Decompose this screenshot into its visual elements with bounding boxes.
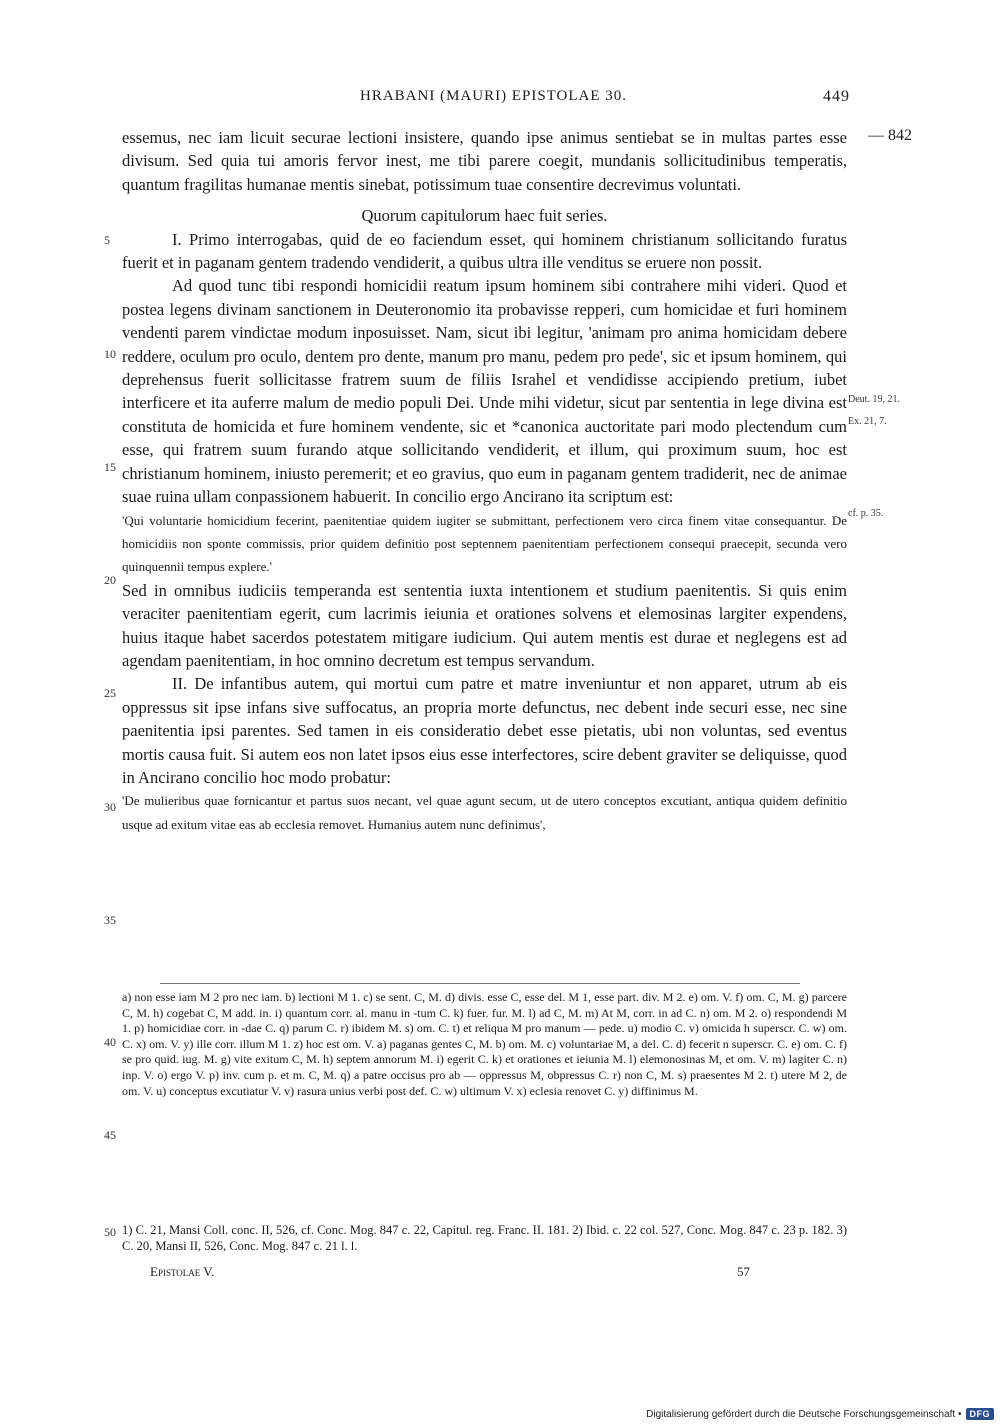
footnote-divider <box>160 983 800 984</box>
line-number: 40 <box>104 1035 116 1049</box>
main-text <box>122 126 847 836</box>
side-note: Ex. 21, 7. <box>848 416 887 427</box>
quotation-ancyra-1: 'Qui voluntarie homicidium fecerint, paenitentiae quidem iugiter se submittant, perfectionem vero circa finem vitae consequantur. De homicidiis non sponte commissis, prior quidem definitio post septennem paenitentiam perfectionem consequi praecepit, secunda vero quinquennii tempus explere.' <box>122 512 847 575</box>
source-notes <box>122 1222 847 1254</box>
paragraph-2: Ad quod tunc tibi respondi homicidii reatum ipsum hominem sibi contrahere mihi videri. Quod et postea legens divinam sanctionem in Deuteronomio ita probavisse repperi, cum homicidae et furi hominem vendenti parem vindictae modum inposuisset. Nam, sicut ibi legitur, 'animam pro anima homicidam debere reddere, oculum pro oculo, dentem pro dente, manum pro manu, pedem pro pede', sic et ipsum hominem, qui deprehensus fuerit sollicitasse fratrem suum de filiis Israhel et vendidisse accipiendo pretium, iubet interficere et ita auferre malum de medio populi Dei. Unde mihi videtur, sicut par sententia in lege divina est constituta de homicida et fure hominem vendente, sic et *canonica auctoritate pari modo plectendum cum esse, qui fratrem suum furando atque sollicitando vendiderit, et illum, qui proximum suum, hoc est christianum hominem, iniusto peremerit; et eo gravius, quo eum in paganam gentem tradiderit, nec de animae suae ruina ullam conpassionem habuerit. In concilio ergo Ancirano ita scriptum est: <box>122 276 847 507</box>
quotation-ancyra-2: 'De mulieribus quae fornicantur et partus suos necant, vel quae agunt secum, ut de utero conceptos excutiant, antiqua quidem definitio usque ad exitum vitae eas ab ecclesia removet. Humanius autem nunc definimus', <box>122 793 847 832</box>
line-number: 30 <box>104 800 116 814</box>
side-note: cf. p. 35. <box>848 508 884 519</box>
opening-paragraph: essemus, nec iam licuit securae lectioni insistere, quando ipse animus sentiebat se in multas partes esse divisum. Sed quia tui amoris fervor inest, me tibi parere coegit, mundanis sollicitudinibus temperatis, quantum fragilitas humanae mentis sinebat, potissimum tuae consentire decrevimus voluntati. <box>122 128 847 194</box>
credit-text: Digitalisierung gefördert durch die Deutsche Forschungsgemeinschaft • <box>646 1408 962 1420</box>
digitization-credit <box>646 1408 994 1420</box>
signature-mark: Epistolae V. <box>150 1264 215 1279</box>
source-notes-text: 1) C. 21, Mansi Coll. conc. II, 526, cf. Conc. Mog. 847 c. 22, Capitul. reg. Franc. II. 181. 2) Ibid. c. 22 col. 527, Conc. Mog. 847 c. 23 p. 182. 3) C. 20, Mansi II, 526, Conc. Mog. 847 c. 21 l. l. <box>122 1223 847 1253</box>
line-number: 5 <box>104 233 110 247</box>
apparatus-text: a) non esse iam M 2 pro nec iam. b) lectioni M 1. c) se sent. C, M. d) divis. esse C, esse del. M 1, esse part. div. M 2. e) om. V. f) om. C, M. g) parcere C, M. h) cogebat C, M add. in. i) quantum corr. al. manu in -tum C. k) fuer. fur. M. l) ad C, M. m) At M, corr. in ad C. n) om. M 2. o) respondendi M 1. p) homicidiae corr. in -dae C. q) parum C. r) ibidem M. s) om. C. t) et reliqua M pro manum — pede. u) modio C. v) omicida h superscr. C. w) om. C. x) om. V. y) ille corr. illum M 1. z) hoc est om. V. a) paganas gentes C, M. b) om. M. c) voluntariae M, a del. C. d) fecerit n superscr. C. e) om. C. f) se pro quid. iug. M. g) vite exitum C, M. h) septem annorum M. i) egerit C. k) et orationes et ieiunia M. l) elemonosinas M, et om. V. m) lagiter C. n) inp. V. o) ergo V. p) inv. cum p. et m. C, M. q) a patre occisus pro ab — oppressus M, obpressus C. r) non C, M. s) praesentes M 2. t) utere M 2, de om. V. u) conceptus excutiatur V. v) rasura unius verbi post def. C. w) ultimum V. x) eclesia renovet C. y) diffinimus M. <box>122 990 847 1098</box>
margin-page-reference: — 842 <box>868 127 912 144</box>
line-number: 10 <box>104 347 116 361</box>
side-note: Deut. 19, 21. <box>848 394 900 405</box>
running-header <box>120 88 850 112</box>
page-number: 449 <box>823 88 850 105</box>
line-number: 15 <box>104 460 116 474</box>
leaf-number: 57 <box>737 1264 750 1279</box>
line-number: 20 <box>104 573 116 587</box>
line-number: 25 <box>104 686 116 700</box>
paragraph-1: I. Primo interrogabas, quid de eo faciendum esset, qui hominem christianum sollicitando furatus fuerit et in paganam gentem tradendo vendiderit, a quibus ultra ille venditus se eruere non possit. <box>122 229 847 273</box>
line-number: 35 <box>104 913 116 927</box>
dfg-logo: DFG <box>966 1408 995 1420</box>
running-title: HRABANI (MAURI) EPISTOLAE 30. <box>360 88 628 104</box>
section-heading: Quorum capitulorum haec fuit series. <box>361 206 608 226</box>
paragraph-3: II. De infantibus autem, qui mortui cum patre et matre inveniuntur et non apparet, utrum ab eis oppressus sit ipse infans sive suffocatus, an propria morte defunctus, nec debent inde securi esse, nec sine paenitentia ipsi parentes. Sed tamen in eis consideratio debet esse pietatis, ubi non voluntas, sed eventus mortis causa fuit. Si autem eos non latet ipsos eius esse interfectores, scire debent graviter se deliquisse, quod in Ancirano concilio hoc modo probatur: <box>122 674 847 787</box>
critical-apparatus <box>122 990 847 1099</box>
line-number: 50 <box>104 1225 116 1239</box>
line-number: 45 <box>104 1128 116 1142</box>
paragraph-2-continued: Sed in omnibus iudiciis temperanda est sententia iuxta intentionem et studium paenitentis. Si quis enim veraciter paenitentiam egerit, cum lacrimis ieiunia et orationes solvens et elemosinas largiter expendens, huius itaque habet sacerdos potestatem mitigare iudicium. Qui autem mentis est durae et neglegens est ad agendam paenitentiam, in hoc omnino decretum est tempus servandum. <box>122 580 847 670</box>
